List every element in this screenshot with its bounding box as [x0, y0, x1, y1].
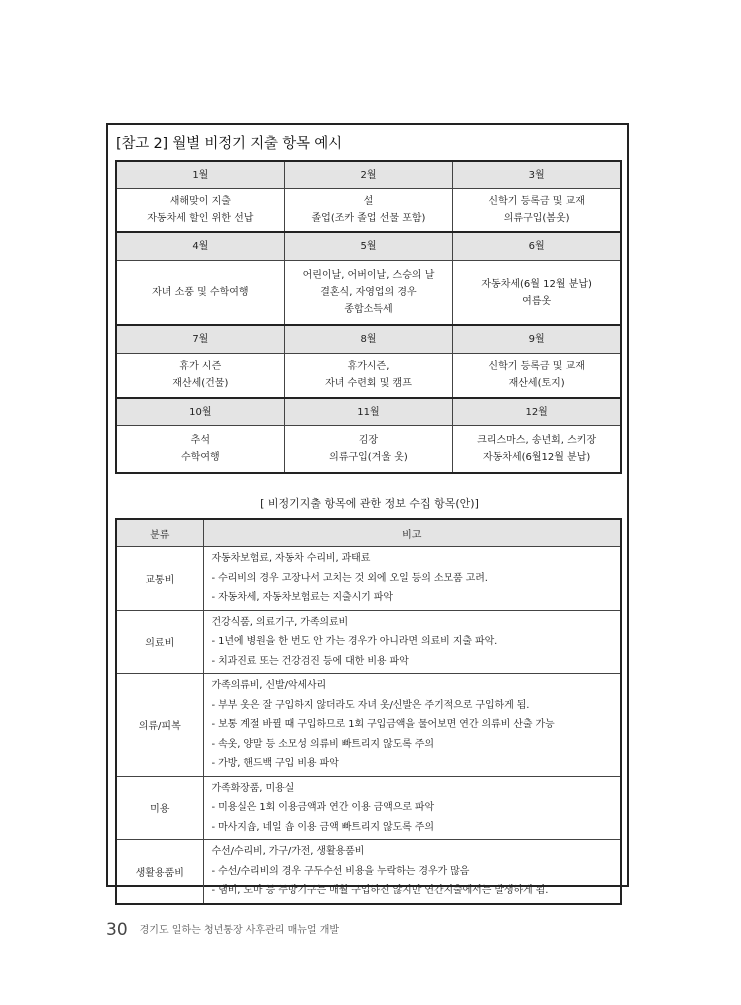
month-label: 9월 [453, 325, 621, 353]
month-label: 10월 [116, 398, 284, 426]
month-items-cell [116, 353, 284, 398]
month-items-cell [284, 189, 453, 233]
expense-item: 어린이날, 어버이날, 스승의 날 [302, 270, 435, 281]
remark-line: - 부부 옷은 잘 구입하지 않더라도 자녀 옷/신발은 주기적으로 구입하게 됨. [211, 699, 530, 711]
remark-line: - 자동차세, 자동차보험료는 지출시기 파악 [211, 592, 393, 603]
remark-line: - 치과진료 또는 건강검진 등에 대한 비용 파악 [211, 655, 409, 667]
month-items-row [116, 426, 621, 473]
month-header-row [116, 325, 621, 353]
month-items-cell [284, 426, 453, 473]
month-items-cell [284, 353, 453, 398]
month-items-cell [453, 189, 621, 233]
expense-item: 결혼식, 자영업의 경우 [320, 287, 417, 298]
expense-item: 새해맞이 지출 [169, 196, 231, 208]
info-row [116, 776, 621, 840]
category-cell: 의류/피복 [116, 674, 203, 777]
remark-line: - 수선/수리비의 경우 구두수선 비용을 누락하는 경우가 많음 [211, 865, 470, 877]
remark-line: 자동차보험료, 자동차 수리비, 과태료 [211, 553, 371, 564]
info-row [116, 610, 621, 674]
remark-line: - 1년에 병원을 한 번도 안 가는 경우가 아니라면 의료비 지출 파악. [211, 636, 498, 647]
footer-text: 경기도 일하는 청년통장 사후관리 매뉴얼 개발 [139, 925, 340, 936]
category-cell: 미용 [116, 776, 203, 840]
expense-item: 신학기 등록금 및 교재 [488, 361, 585, 373]
remarks-cell [203, 840, 621, 904]
month-header-row [116, 161, 621, 189]
remark-line: 수선/수리비, 가구/가전, 생활용품비 [211, 846, 365, 857]
remark-line: 가족화장품, 미용실 [211, 782, 295, 794]
month-items-cell [116, 189, 284, 233]
month-label: 6월 [453, 232, 621, 260]
remark-line: 가족의류비, 신발/악세사리 [211, 680, 327, 691]
expense-item: 신학기 등록금 및 교재 [488, 196, 585, 208]
page-number: 30 [106, 920, 128, 940]
remark-line: - 냄비, 도마 등 주방기구는 매월 구입하진 않지만 연간지출에서는 발생하게 됨. [211, 885, 549, 896]
month-header-row [116, 398, 621, 426]
month-items-row [116, 260, 621, 325]
month-items-cell [453, 353, 621, 398]
remark-line: - 속옷, 양말 등 소모성 의류비 빠트리지 않도록 주의 [211, 738, 434, 750]
expense-item: 자녀 수련회 및 캠프 [325, 378, 412, 390]
remark-line: - 미용실은 1회 이용금액과 연간 이용 금액으로 파악 [211, 802, 435, 813]
header-category: 분류 [116, 519, 203, 547]
month-label: 5월 [284, 232, 453, 260]
reference-title: [참고 2] 월별 비정기 지출 항목 예시 [116, 136, 342, 152]
remarks-cell [203, 776, 621, 840]
expense-item: 자동차세(6월12월 분납) [482, 452, 591, 464]
month-label: 4월 [116, 232, 284, 260]
expense-item: 의류구입(겨울 옷) [329, 452, 408, 464]
header-remarks: 비고 [203, 519, 621, 547]
month-label: 3월 [453, 161, 621, 189]
month-items-row [116, 353, 621, 398]
category-cell: 의료비 [116, 610, 203, 674]
month-label: 7월 [116, 325, 284, 353]
expense-item: 의류구입(봄옷) [503, 213, 570, 225]
expense-item: 종합소득세 [344, 304, 393, 315]
page-footer [106, 920, 339, 940]
month-items-cell [453, 260, 621, 325]
month-label: 2월 [284, 161, 453, 189]
month-header-row [116, 232, 621, 260]
month-items-cell [116, 426, 284, 473]
expense-item: 여름옷 [522, 295, 552, 307]
category-cell: 생활용품비 [116, 840, 203, 904]
info-row [116, 840, 621, 904]
remark-line: - 가방, 핸드백 구입 비용 파악 [211, 758, 339, 769]
expense-item: 휴가시즌, [347, 361, 390, 373]
month-items-cell [284, 260, 453, 325]
expense-item: 김장 [358, 435, 379, 447]
info-section-title: [ 비정기지출 항목에 관한 정보 수집 항목(안)] [260, 497, 479, 510]
expense-item: 크리스마스, 송년회, 스키장 [477, 435, 597, 447]
reference-box [106, 123, 629, 896]
month-items-cell [453, 426, 621, 473]
expense-item: 수학여행 [181, 452, 220, 464]
expense-item: 자동차세(6월 12월 분납) [481, 278, 592, 290]
expense-item: 자동차세 할인 위한 선납 [147, 213, 254, 225]
expense-item: 설 [363, 196, 374, 208]
expense-item: 자녀 소풍 및 수학여행 [152, 287, 249, 298]
remarks-cell [203, 547, 621, 611]
info-collection-table [115, 518, 622, 905]
category-cell: 교통비 [116, 547, 203, 611]
info-row [116, 674, 621, 777]
remark-line: - 수리비의 경우 고장나서 고치는 것 외에 오일 등의 소모품 고려. [211, 572, 488, 584]
expense-item: 추석 [190, 435, 210, 447]
info-row [116, 547, 621, 611]
month-label: 1월 [116, 161, 284, 189]
remark-line: - 마사지숍, 네일 숍 이용 금액 빠트리지 않도록 주의 [211, 821, 434, 833]
expense-item: 재산세(토지) [508, 378, 565, 390]
remark-line: - 보통 계절 바뀔 때 구입하므로 1회 구입금액을 물어보면 연간 의류비 산출 가능 [211, 719, 555, 730]
month-items-row [116, 189, 621, 233]
expense-item: 졸업(조카 졸업 선물 포함) [311, 213, 426, 225]
expense-item: 재산세(건물) [172, 378, 229, 390]
month-label: 12월 [453, 398, 621, 426]
month-items-cell [116, 260, 284, 325]
remark-line: 건강식품, 의료기구, 가족의료비 [211, 616, 349, 628]
month-label: 8월 [284, 325, 453, 353]
month-label: 11월 [284, 398, 453, 426]
remarks-cell [203, 610, 621, 674]
remarks-cell [203, 674, 621, 777]
monthly-expense-table [115, 160, 622, 474]
info-table-header [116, 519, 621, 547]
expense-item: 휴가 시즌 [179, 361, 222, 373]
